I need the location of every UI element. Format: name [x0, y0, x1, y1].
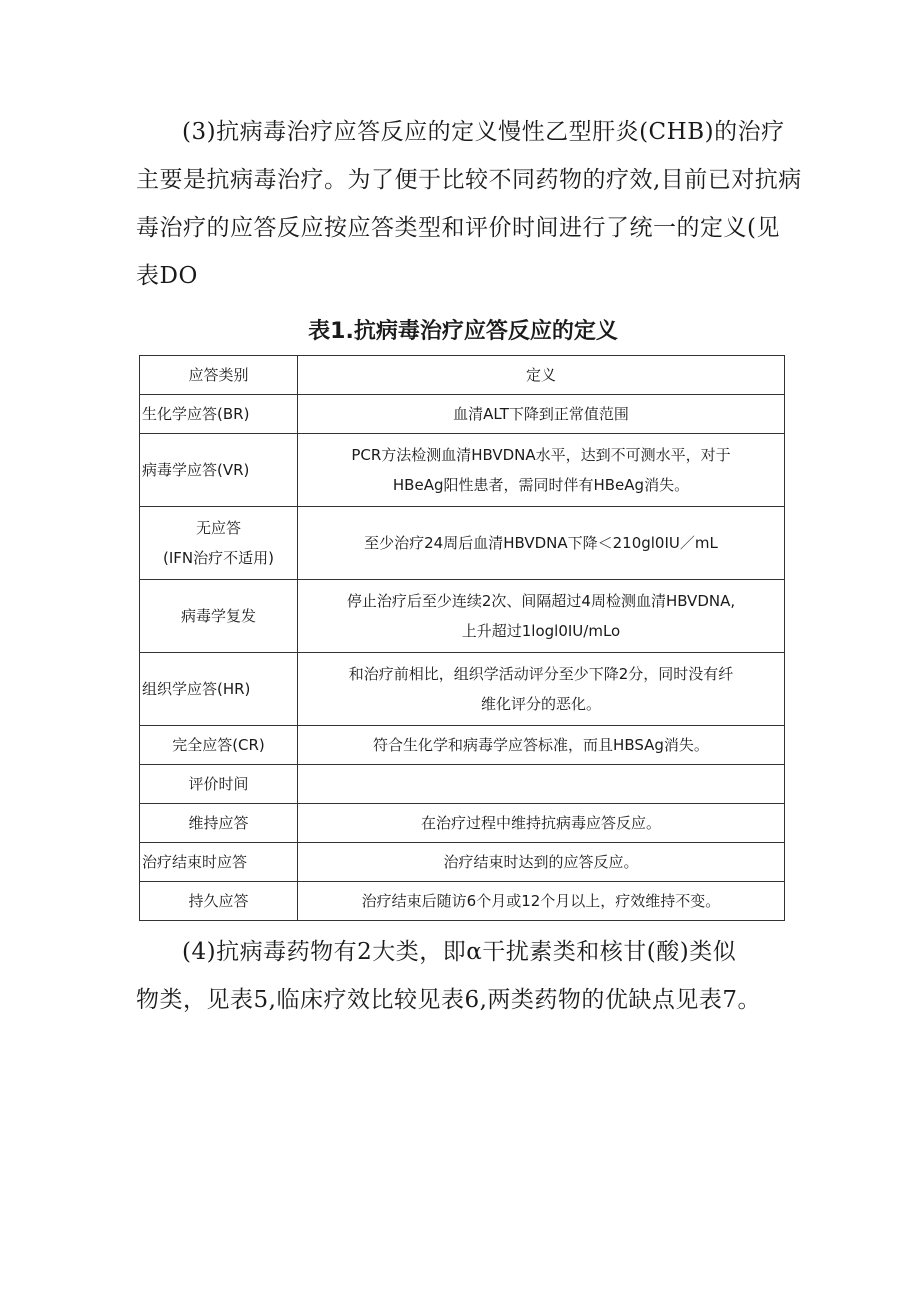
- paragraph-line: 毒治疗的应答反应按应答类型和评价时间进行了统一的定义(见: [136, 215, 780, 241]
- definition-line: 上升超过1logl0IU/mLo: [461, 622, 621, 640]
- response-definition-table: [139, 355, 785, 921]
- row-category: 病毒学应答(VR): [140, 434, 298, 507]
- definition-line: 维化评分的恶化。: [480, 695, 601, 713]
- row-definition: 至少治疗24周后血清HBVDNA下降＜210gl0IU／mL: [298, 507, 785, 580]
- row-definition: [298, 765, 785, 804]
- paragraph-antiviral-drugs: [136, 928, 790, 1024]
- category-line: (IFN治疗不适用): [163, 549, 274, 567]
- paragraph-line: 主要是抗病毒治疗。为了便于比较不同药物的疗效,目前已对抗病: [136, 167, 802, 193]
- row-category: 评价时间: [140, 765, 298, 804]
- table-row: [140, 434, 785, 507]
- table-row: [140, 507, 785, 580]
- table-row: [140, 726, 785, 765]
- table-row: [140, 843, 785, 882]
- row-category: 完全应答(CR): [140, 726, 298, 765]
- paragraph-line: (3)抗病毒治疗应答反应的定义慢性乙型肝炎(CHB)的治疗: [182, 119, 785, 145]
- definition-line: 和治疗前相比，组织学活动评分至少下降2分，同时没有纤: [348, 665, 734, 683]
- row-definition: [298, 434, 785, 507]
- definition-line: HBeAg阳性患者，需同时伴有HBeAg消失。: [392, 476, 690, 494]
- category-line: 无应答: [195, 519, 241, 537]
- row-definition: [298, 580, 785, 653]
- row-category: 组织学应答(HR): [140, 653, 298, 726]
- paragraph-line: 表DO: [136, 263, 198, 289]
- table-row: [140, 804, 785, 843]
- table-row: [140, 653, 785, 726]
- row-category: 病毒学复发: [140, 580, 298, 653]
- row-definition: 符合生化学和病毒学应答标准，而且HBSAg消失。: [298, 726, 785, 765]
- paragraph-line: (4)抗病毒药物有2大类，即α干扰素类和核甘(酸)类似: [182, 939, 737, 965]
- table-caption: 表1.抗病毒治疗应答反应的定义: [308, 319, 618, 344]
- table-row: [140, 765, 785, 804]
- paragraph-response-definition: [136, 108, 802, 300]
- row-category: 治疗结束时应答: [140, 843, 298, 882]
- table-header-row: [140, 356, 785, 395]
- row-definition: 治疗结束时达到的应答反应。: [298, 843, 785, 882]
- row-category: 持久应答: [140, 882, 298, 921]
- header-definition: 定义: [298, 356, 785, 395]
- row-category: 生化学应答(BR): [140, 395, 298, 434]
- definition-line: PCR方法检测血清HBVDNA水平，达到不可测水平，对于: [351, 446, 731, 464]
- row-definition: 在治疗过程中维持抗病毒应答反应。: [298, 804, 785, 843]
- paragraph-line: 物类，见表5,临床疗效比较见表6,两类药物的优缺点见表7。: [136, 987, 762, 1013]
- definition-line: 停止治疗后至少连续2次、间隔超过4周检测血清HBVDNA,: [346, 592, 736, 610]
- row-definition: 治疗结束后随访6个月或12个月以上，疗效维持不变。: [298, 882, 785, 921]
- row-definition: 血清ALT下降到正常值范围: [298, 395, 785, 434]
- row-category: [140, 507, 298, 580]
- table-row: [140, 882, 785, 921]
- header-category: 应答类别: [140, 356, 298, 395]
- row-definition: [298, 653, 785, 726]
- table-row: [140, 580, 785, 653]
- row-category: 维持应答: [140, 804, 298, 843]
- table-row: [140, 395, 785, 434]
